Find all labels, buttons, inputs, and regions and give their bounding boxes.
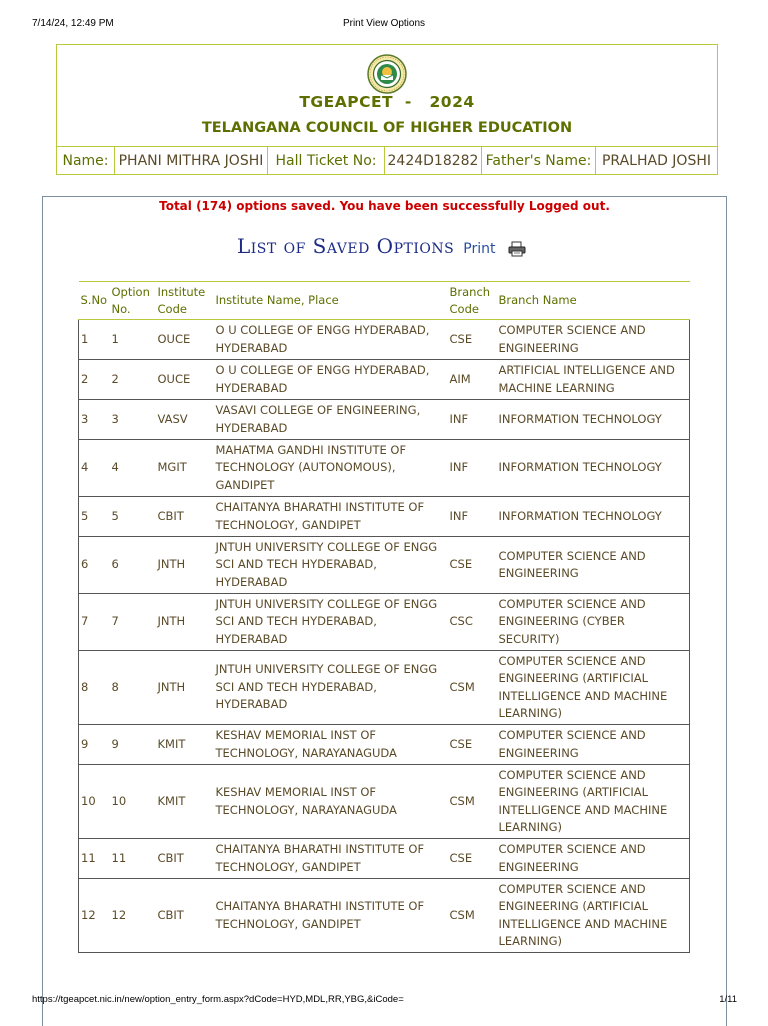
table-row	[79, 537, 690, 594]
cell-option-no: 10	[110, 765, 156, 839]
print-page-title: Print View Options	[342, 18, 426, 29]
cell-branch-code: INF	[448, 497, 497, 537]
cell-institute-code: VASV	[156, 400, 214, 440]
cell-institute-code: OUCE	[156, 320, 214, 360]
saved-options-table	[78, 281, 690, 953]
printer-icon[interactable]	[507, 241, 527, 257]
cell-sno: 1	[79, 320, 110, 360]
table-row	[79, 320, 690, 360]
cell-sno: 7	[79, 594, 110, 651]
cell-sno: 11	[79, 839, 110, 879]
cell-sno: 8	[79, 651, 110, 725]
cell-option-no: 6	[110, 537, 156, 594]
cell-sno: 9	[79, 725, 110, 765]
cell-institute-code: CBIT	[156, 497, 214, 537]
cell-institute-name: MAHATMA GANDHI INSTITUTE OF TECHNOLOGY (AUTONOMOUS), GANDIPET	[214, 440, 448, 497]
father-name-label: Father's Name:	[482, 147, 596, 175]
list-title: List of Saved Options	[237, 234, 455, 258]
cell-option-no: 4	[110, 440, 156, 497]
cell-institute-code: CBIT	[156, 879, 214, 953]
cell-institute-name: CHAITANYA BHARATHI INSTITUTE OF TECHNOLOGY, GANDIPET	[214, 497, 448, 537]
browser-print-footer	[0, 994, 768, 1010]
cell-institute-code: JNTH	[156, 651, 214, 725]
cell-institute-name: O U COLLEGE OF ENGG HYDERABAD, HYDERABAD	[214, 320, 448, 360]
cell-option-no: 3	[110, 400, 156, 440]
cell-option-no: 2	[110, 360, 156, 400]
table-row	[79, 839, 690, 879]
cell-branch-code: CSM	[448, 651, 497, 725]
cell-sno: 2	[79, 360, 110, 400]
cell-sno: 5	[79, 497, 110, 537]
cell-option-no: 8	[110, 651, 156, 725]
cell-institute-code: KMIT	[156, 725, 214, 765]
table-row	[79, 879, 690, 953]
cell-option-no: 1	[110, 320, 156, 360]
exam-title: TGEAPCET - 2024	[299, 93, 475, 111]
cell-sno: 12	[79, 879, 110, 953]
col-option-no: Option No.	[110, 282, 156, 320]
cell-branch-code: CSE	[448, 537, 497, 594]
cell-branch-code: CSM	[448, 765, 497, 839]
cell-branch-code: CSE	[448, 725, 497, 765]
candidate-header	[56, 44, 718, 175]
cell-branch-code: CSE	[448, 839, 497, 879]
cell-branch-name: COMPUTER SCIENCE AND ENGINEERING	[497, 320, 690, 360]
browser-print-header	[0, 18, 768, 34]
cell-institute-name: KESHAV MEMORIAL INST OF TECHNOLOGY, NARAYANAGUDA	[214, 725, 448, 765]
cell-branch-name: COMPUTER SCIENCE AND ENGINEERING (ARTIFICIAL INTELLIGENCE AND MACHINE LEARNING)	[497, 651, 690, 725]
father-name-value: PRALHAD JOSHI	[601, 153, 711, 169]
table-row	[79, 497, 690, 537]
cell-branch-code: INF	[448, 440, 497, 497]
hall-ticket-label: Hall Ticket No:	[268, 147, 385, 175]
cell-branch-code: CSM	[448, 879, 497, 953]
cell-branch-code: AIM	[448, 360, 497, 400]
name-label: Name:	[57, 147, 115, 175]
cell-option-no: 7	[110, 594, 156, 651]
council-name: TELANGANA COUNCIL OF HIGHER EDUCATION	[201, 120, 573, 136]
print-link[interactable]: Print	[463, 241, 496, 257]
cell-institute-name: CHAITANYA BHARATHI INSTITUTE OF TECHNOLOGY, GANDIPET	[214, 879, 448, 953]
cell-branch-name: COMPUTER SCIENCE AND ENGINEERING	[497, 537, 690, 594]
table-header-row	[79, 282, 690, 320]
print-page-number: 1/11	[719, 994, 737, 1005]
table-row	[79, 725, 690, 765]
cell-branch-name: COMPUTER SCIENCE AND ENGINEERING	[497, 839, 690, 879]
cell-institute-name: JNTUH UNIVERSITY COLLEGE OF ENGG SCI AND TECH HYDERABAD, HYDERABAD	[214, 651, 448, 725]
cell-branch-code: CSC	[448, 594, 497, 651]
table-row	[79, 440, 690, 497]
cell-option-no: 5	[110, 497, 156, 537]
cell-institute-name: JNTUH UNIVERSITY COLLEGE OF ENGG SCI AND TECH HYDERABAD, HYDERABAD	[214, 537, 448, 594]
cell-branch-name: COMPUTER SCIENCE AND ENGINEERING (ARTIFICIAL INTELLIGENCE AND MACHINE LEARNING)	[497, 879, 690, 953]
cell-institute-code: OUCE	[156, 360, 214, 400]
list-heading	[237, 234, 527, 258]
table-row	[79, 594, 690, 651]
cell-branch-code: CSE	[448, 320, 497, 360]
table-row	[79, 651, 690, 725]
hall-ticket-value: 2424D18282	[385, 147, 482, 175]
cell-branch-name: COMPUTER SCIENCE AND ENGINEERING (CYBER SECURITY)	[497, 594, 690, 651]
print-url: https://tgeapcet.nic.in/new/option_entry_form.aspx?dCode=HYD,MDL,RR,YBG,&iCode=	[32, 994, 404, 1005]
cell-institute-code: JNTH	[156, 537, 214, 594]
cell-institute-name: CHAITANYA BHARATHI INSTITUTE OF TECHNOLOGY, GANDIPET	[214, 839, 448, 879]
cell-branch-name: COMPUTER SCIENCE AND ENGINEERING (ARTIFICIAL INTELLIGENCE AND MACHINE LEARNING)	[497, 765, 690, 839]
cell-institute-code: KMIT	[156, 765, 214, 839]
cell-institute-name: KESHAV MEMORIAL INST OF TECHNOLOGY, NARAYANAGUDA	[214, 765, 448, 839]
col-branch-name: Branch Name	[497, 282, 690, 320]
cell-option-no: 11	[110, 839, 156, 879]
cell-branch-code: INF	[448, 400, 497, 440]
cell-sno: 4	[79, 440, 110, 497]
col-sno: S.No	[79, 282, 110, 320]
col-branch-code: Branch Code	[448, 282, 497, 320]
name-value: PHANI MITHRA JOSHI	[115, 147, 268, 175]
saved-options-panel	[42, 196, 727, 1026]
col-institute-code: Institute Code	[156, 282, 214, 320]
table-body	[79, 320, 690, 953]
cell-institute-code: CBIT	[156, 839, 214, 879]
cell-option-no: 12	[110, 879, 156, 953]
cell-sno: 10	[79, 765, 110, 839]
table-row	[79, 360, 690, 400]
table-row	[79, 765, 690, 839]
candidate-info-row	[57, 146, 717, 175]
cell-sno: 6	[79, 537, 110, 594]
cell-branch-name: ARTIFICIAL INTELLIGENCE AND MACHINE LEARNING	[497, 360, 690, 400]
cell-branch-name: INFORMATION TECHNOLOGY	[497, 440, 690, 497]
cell-option-no: 9	[110, 725, 156, 765]
table-row	[79, 400, 690, 440]
tsche-emblem-logo	[366, 53, 408, 95]
cell-branch-name: INFORMATION TECHNOLOGY	[497, 400, 690, 440]
cell-branch-name: COMPUTER SCIENCE AND ENGINEERING	[497, 725, 690, 765]
cell-sno: 3	[79, 400, 110, 440]
cell-institute-name: JNTUH UNIVERSITY COLLEGE OF ENGG SCI AND TECH HYDERABAD, HYDERABAD	[214, 594, 448, 651]
cell-institute-name: VASAVI COLLEGE OF ENGINEERING, HYDERABAD	[214, 400, 448, 440]
cell-institute-code: MGIT	[156, 440, 214, 497]
cell-branch-name: INFORMATION TECHNOLOGY	[497, 497, 690, 537]
cell-institute-code: JNTH	[156, 594, 214, 651]
status-message: Total (174) options saved. You have been successfully Logged out.	[159, 199, 610, 213]
col-institute-name: Institute Name, Place	[214, 282, 448, 320]
cell-institute-name: O U COLLEGE OF ENGG HYDERABAD, HYDERABAD	[214, 360, 448, 400]
print-datetime: 7/14/24, 12:49 PM	[32, 18, 114, 29]
